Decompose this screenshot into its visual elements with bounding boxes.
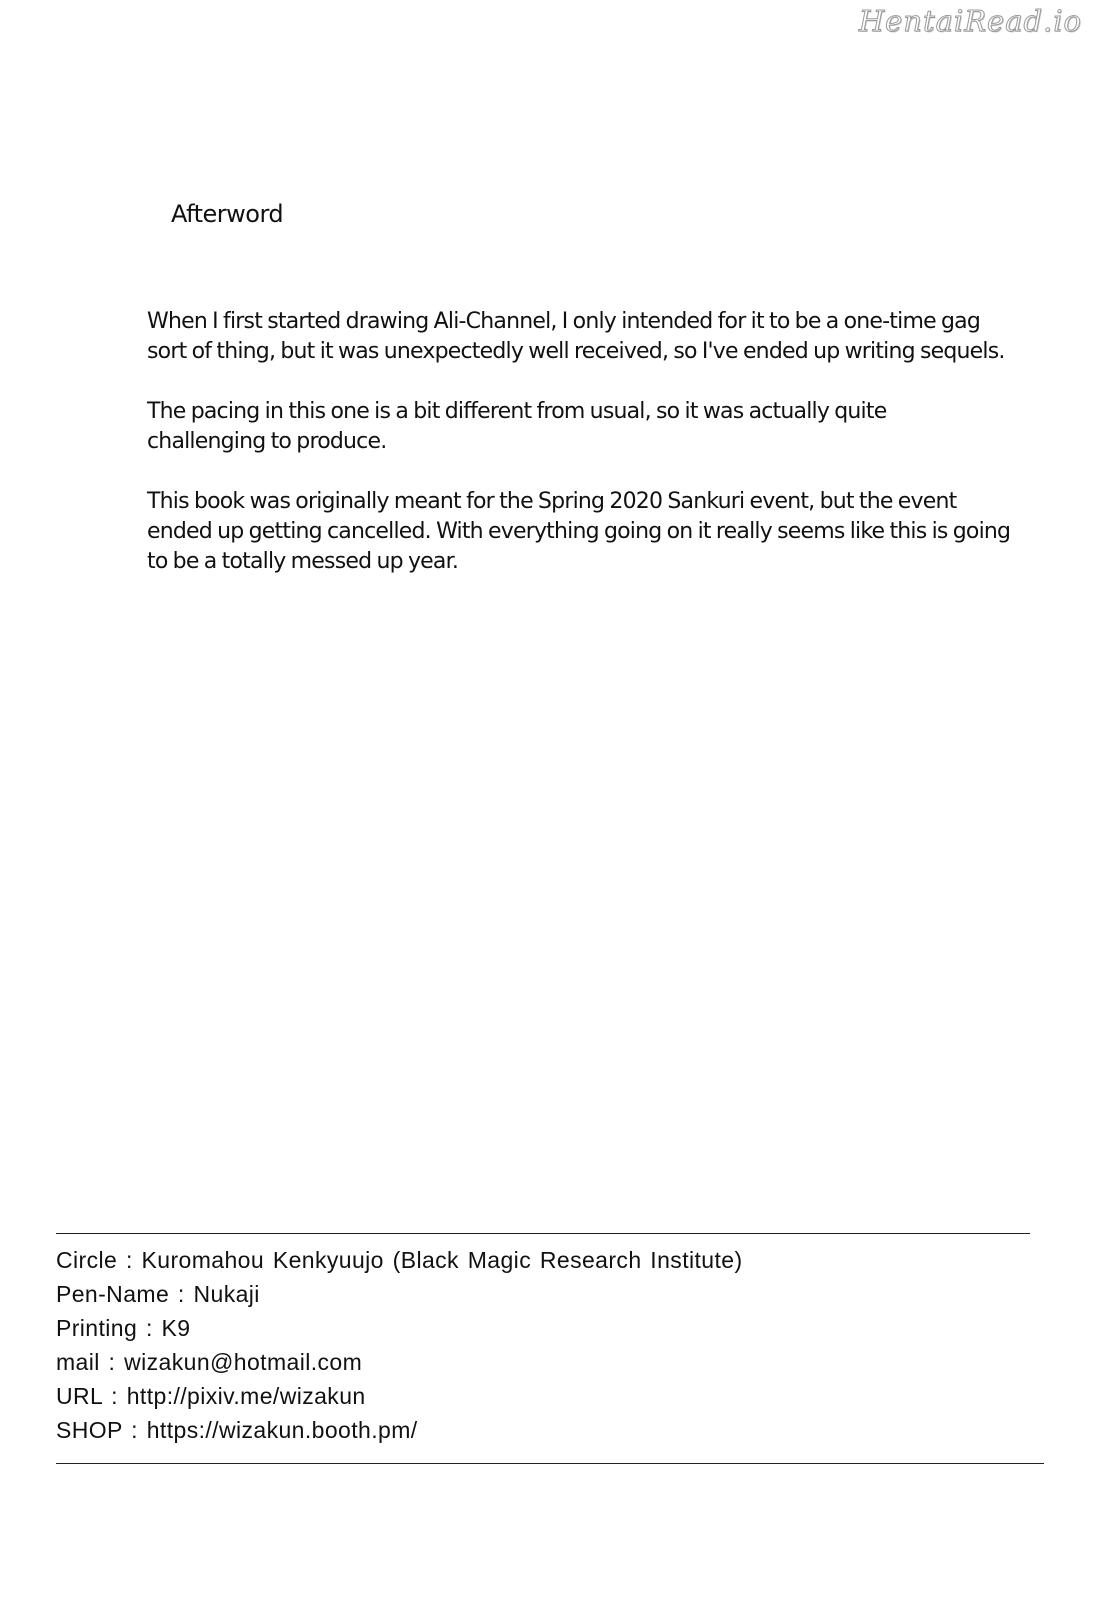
site-watermark: HentaiRead.io — [858, 4, 1082, 38]
paragraph-line: When I first started drawing Ali-Channel, I only intended for it to be a one-time gag — [147, 309, 981, 334]
paragraph — [147, 307, 1007, 367]
divider-top — [56, 1233, 1030, 1234]
page-title: Afterword — [171, 200, 284, 228]
credits-block — [56, 1243, 743, 1447]
paragraph-line: challenging to produce. — [147, 429, 387, 454]
credit-printing: Printing : K9 — [56, 1315, 191, 1341]
paragraph-line: The pacing in this one is a bit different from usual, so it was actually quite — [147, 399, 887, 424]
paragraph — [147, 487, 1011, 577]
credit-shop: SHOP : https://wizakun.booth.pm/ — [56, 1417, 418, 1443]
paragraph — [147, 397, 1007, 457]
paragraph-line: to be a totally messed up year. — [147, 549, 459, 574]
credit-mail: mail : wizakun@hotmail.com — [56, 1349, 363, 1375]
paragraph-line: ended up getting cancelled. With everything going on it really seems like this is going — [147, 519, 1011, 544]
credit-pen-name: Pen-Name : Nukaji — [56, 1281, 260, 1307]
credit-url: URL : http://pixiv.me/wizakun — [56, 1383, 366, 1409]
credit-circle: Circle : Kuromahou Kenkyuujo (Black Magic Research Institute) — [56, 1247, 743, 1273]
paragraph-line: sort of thing, but it was unexpectedly well received, so I've ended up writing sequels. — [147, 339, 1005, 364]
afterword-body — [147, 307, 1011, 607]
paragraph-line: This book was originally meant for the Spring 2020 Sankuri event, but the event — [147, 489, 957, 514]
divider-bottom — [56, 1463, 1044, 1464]
